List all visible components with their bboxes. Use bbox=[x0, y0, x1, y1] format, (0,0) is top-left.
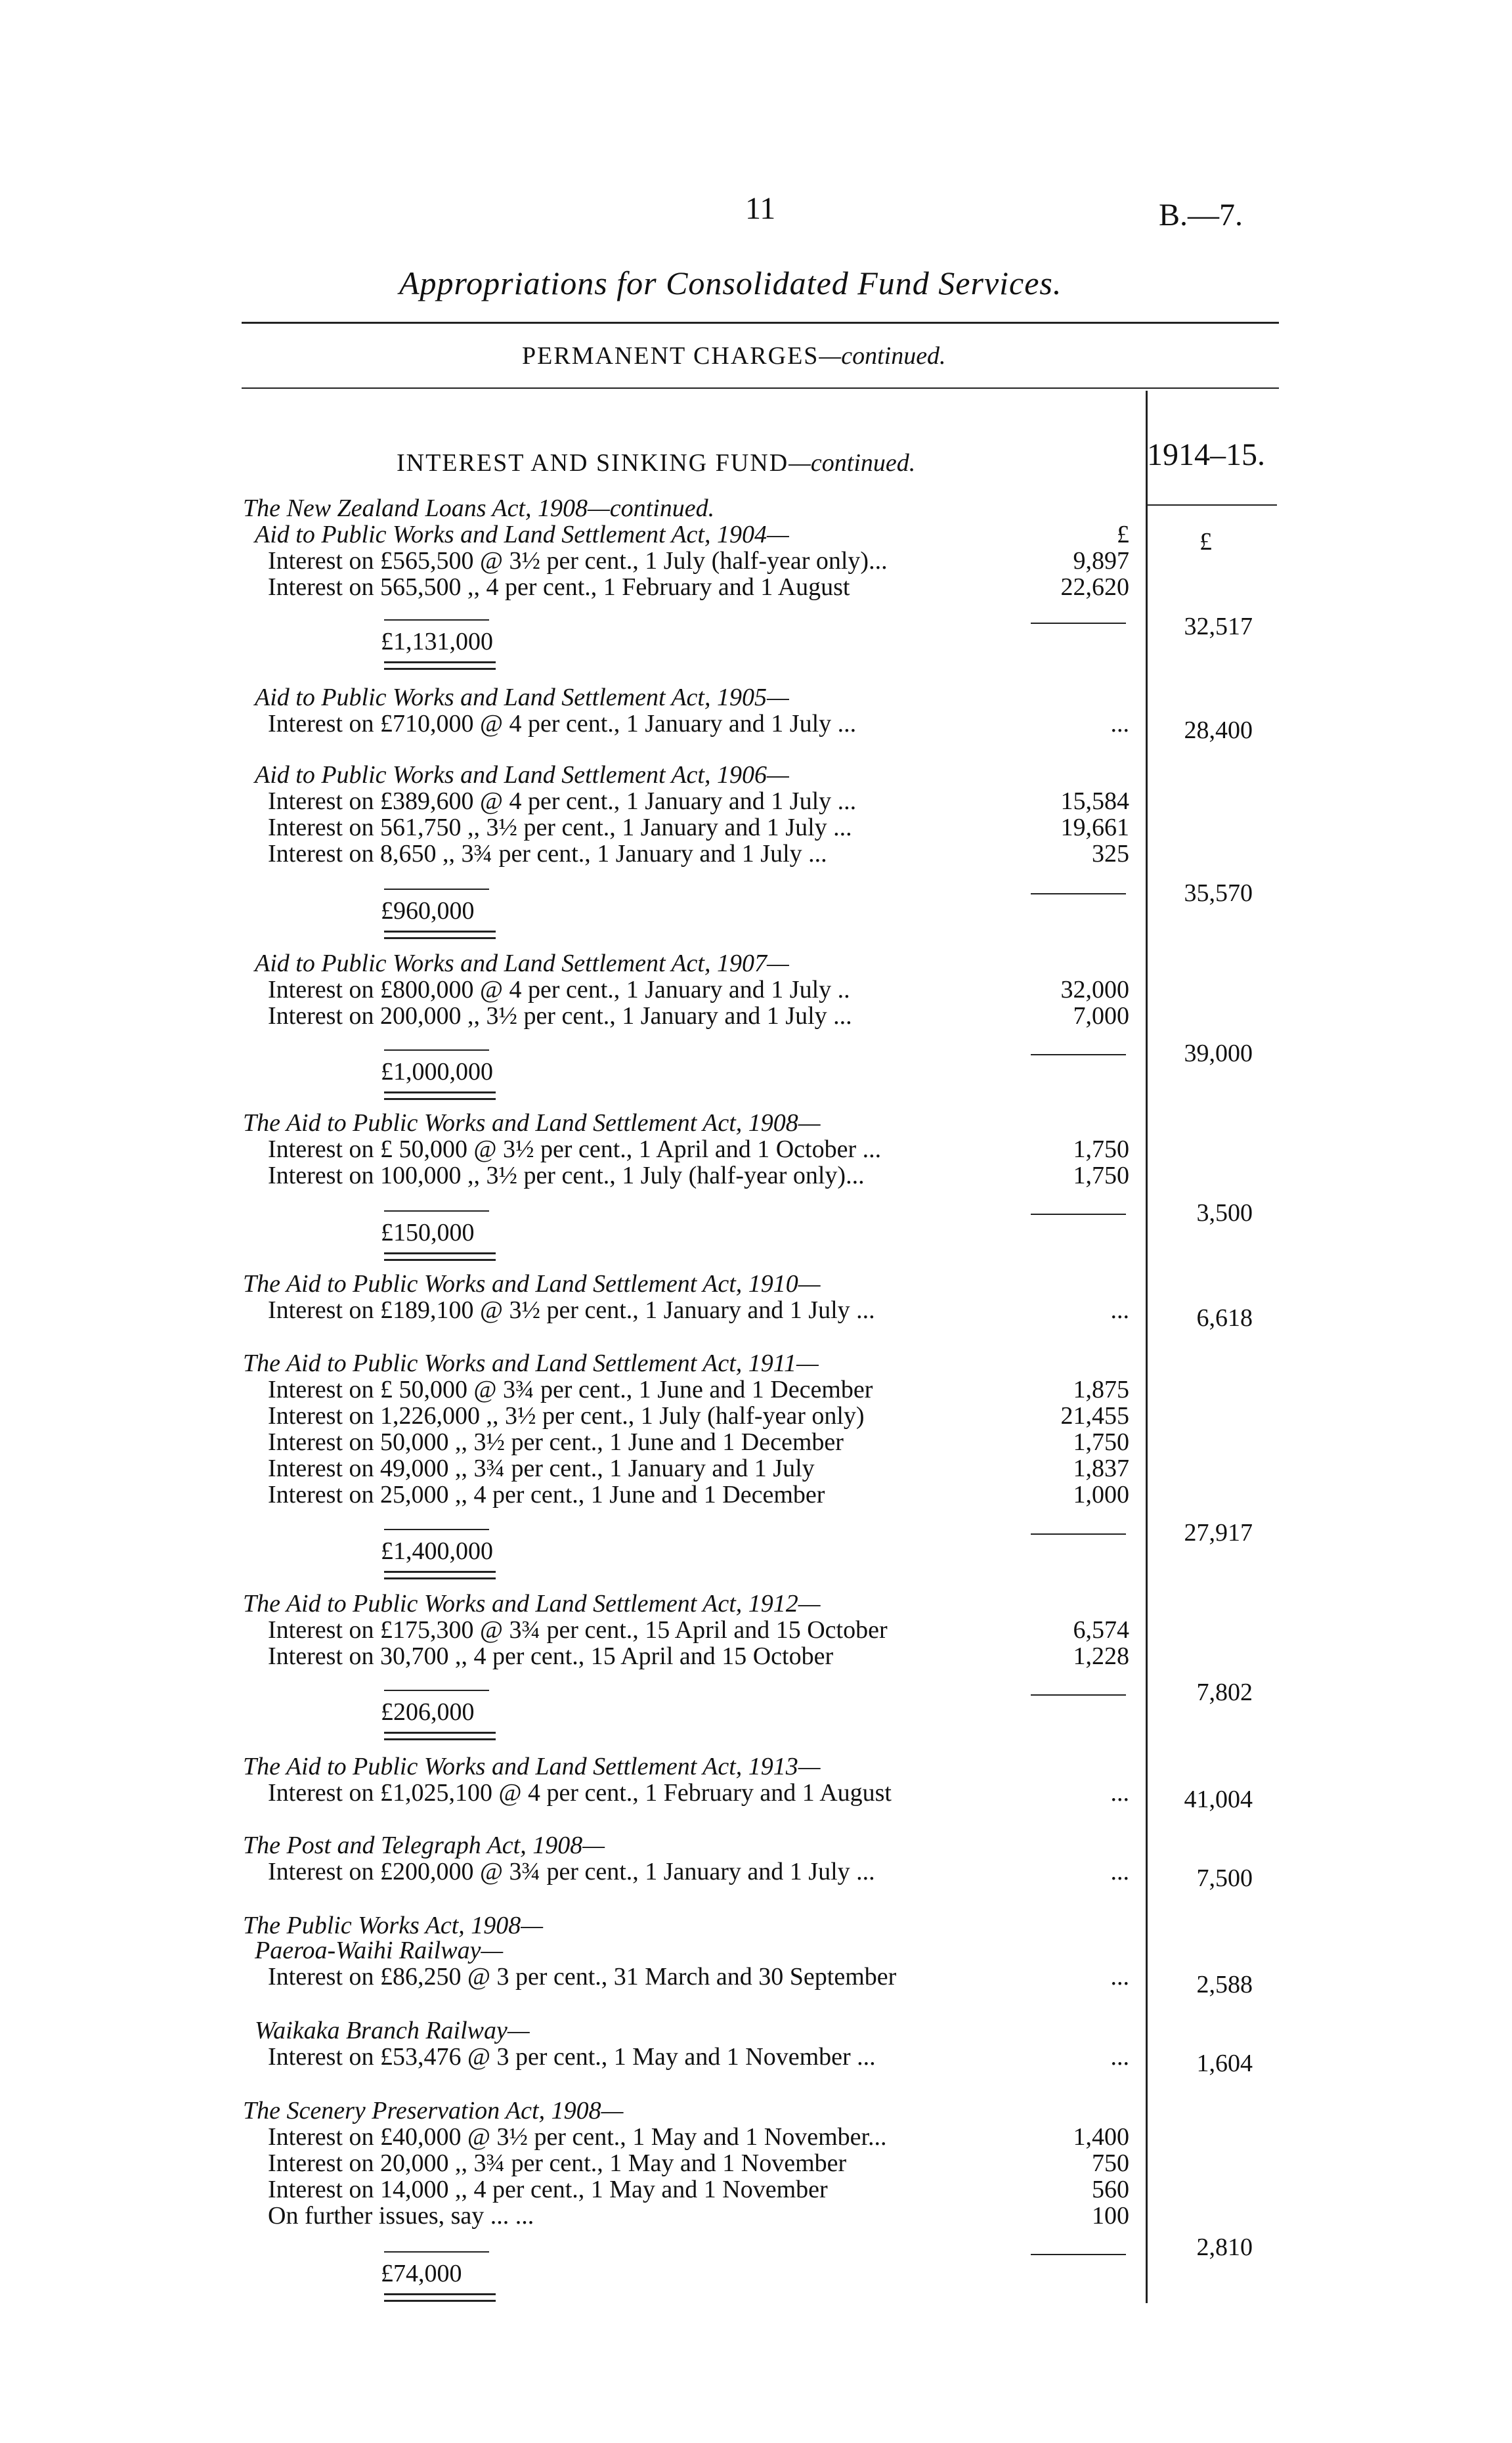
line-text: Paeroa-Waihi Railway— bbox=[255, 1937, 504, 1964]
line-text: Interest on £40,000 @ 3½ per cent., 1 May and 1 November... bbox=[268, 2123, 887, 2151]
capital-double-rule bbox=[384, 1091, 496, 1100]
line-amount: 1,228 bbox=[1073, 1642, 1129, 1670]
act-heading-line bbox=[0, 1831, 1129, 1859]
line-text: The Aid to Public Works and Land Settlement Act, 1911— bbox=[243, 1350, 819, 1377]
line-text: Interest on 30,700 ,, 4 per cent., 15 April and 15 October bbox=[268, 1642, 834, 1670]
line-text: Interest on 49,000 ,, 3¾ per cent., 1 January and 1 July bbox=[268, 1455, 815, 1482]
line-text: Aid to Public Works and Land Settlement Act, 1905— bbox=[255, 684, 789, 711]
act-heading-line bbox=[0, 760, 1129, 788]
act-heading-line bbox=[0, 1752, 1129, 1780]
document-reference: B.—7. bbox=[1159, 198, 1243, 232]
year-total: 2,810 bbox=[1196, 2234, 1253, 2261]
line-text: Interest on 561,750 ,, 3½ per cent., 1 January and 1 July ... bbox=[268, 814, 852, 841]
interest-line bbox=[0, 1161, 1129, 1189]
year-total: 32,517 bbox=[1184, 613, 1253, 640]
year-total: 27,917 bbox=[1184, 1519, 1253, 1547]
interest-line bbox=[0, 1616, 1129, 1643]
line-text: The Post and Telegraph Act, 1908— bbox=[243, 1832, 605, 1859]
line-text: Interest on 8,650 ,, 3¾ per cent., 1 January and 1 July ... bbox=[268, 840, 827, 868]
line-amount: 22,620 bbox=[1060, 573, 1129, 601]
interest-line bbox=[0, 709, 1129, 737]
capital-double-rule bbox=[384, 1571, 496, 1579]
line-text: Interest on £ 50,000 @ 3¾ per cent., 1 June and 1 December bbox=[268, 1376, 873, 1403]
line-text: Interest on 20,000 ,, 3¾ per cent., 1 May and 1 November bbox=[268, 2149, 847, 2177]
line-amount: ... bbox=[1110, 1858, 1129, 1885]
line-text: Interest on £53,476 @ 3 per cent., 1 May and 1 November ... bbox=[268, 2043, 876, 2071]
line-text: Interest on 14,000 ,, 4 per cent., 1 May and 1 November bbox=[268, 2176, 828, 2203]
column-divider bbox=[1146, 391, 1148, 2303]
capital-total: £150,000 bbox=[381, 1219, 475, 1246]
section-heading-cont: —continued. bbox=[819, 342, 946, 370]
capital-total: £1,000,000 bbox=[381, 1058, 493, 1086]
capital-double-rule bbox=[384, 661, 496, 670]
line-text: Interest on £86,250 @ 3 per cent., 31 March and 30 September bbox=[268, 1963, 897, 1991]
interest-line bbox=[0, 2042, 1129, 2070]
line-amount: 9,897 bbox=[1073, 547, 1129, 575]
line-text: Aid to Public Works and Land Settlement Act, 1907— bbox=[255, 950, 789, 977]
line-amount: ... bbox=[1110, 2043, 1129, 2071]
capital-total: £1,400,000 bbox=[381, 1537, 493, 1565]
line-text: Interest on £ 50,000 @ 3½ per cent., 1 April and 1 October ... bbox=[268, 1135, 882, 1163]
line-text: Interest on 565,500 ,, 4 per cent., 1 February and 1 August bbox=[268, 573, 850, 601]
line-text: Interest on 50,000 ,, 3½ per cent., 1 June and 1 December bbox=[268, 1428, 844, 1456]
year-column-header: 1914–15. bbox=[1147, 437, 1265, 472]
line-text: The Public Works Act, 1908— bbox=[243, 1912, 544, 1939]
line-text: The Aid to Public Works and Land Settlement Act, 1908— bbox=[243, 1109, 821, 1137]
year-total: 3,500 bbox=[1196, 1199, 1253, 1227]
interest-line bbox=[0, 1778, 1129, 1806]
line-text: Interest on £389,600 @ 4 per cent., 1 January and 1 July ... bbox=[268, 787, 857, 815]
interest-line bbox=[0, 1480, 1129, 1508]
page-number: 11 bbox=[745, 191, 776, 226]
interest-line bbox=[0, 2149, 1129, 2176]
line-amount: 1,400 bbox=[1073, 2123, 1129, 2151]
capital-total: £74,000 bbox=[381, 2260, 462, 2287]
line-amount: 1,000 bbox=[1073, 1481, 1129, 1508]
interest-line bbox=[0, 1375, 1129, 1403]
line-text: Interest on £710,000 @ 4 per cent., 1 January and 1 July ... bbox=[268, 710, 857, 737]
interest-line bbox=[0, 2201, 1129, 2229]
heading-rule bbox=[242, 387, 1279, 389]
line-amount: 15,584 bbox=[1060, 787, 1129, 815]
line-amount: 560 bbox=[1092, 2176, 1129, 2203]
capital-double-rule bbox=[384, 931, 496, 939]
year-total: 28,400 bbox=[1184, 716, 1253, 744]
year-total: 41,004 bbox=[1184, 1786, 1253, 1813]
line-amount: ... bbox=[1110, 1963, 1129, 1991]
line-amount: 6,574 bbox=[1073, 1616, 1129, 1644]
line-text: Interest on £1,025,100 @ 4 per cent., 1 February and 1 August bbox=[268, 1779, 892, 1807]
line-text: Interest on £800,000 @ 4 per cent., 1 January and 1 July .. bbox=[268, 976, 850, 1003]
line-text: The Scenery Preservation Act, 1908— bbox=[243, 2097, 624, 2124]
section-heading-text: PERMANENT CHARGES bbox=[522, 342, 819, 370]
line-text: The Aid to Public Works and Land Settlement Act, 1912— bbox=[243, 1590, 821, 1618]
interest-line bbox=[0, 1428, 1129, 1455]
line-amount: 19,661 bbox=[1060, 814, 1129, 841]
act-heading-line bbox=[0, 1911, 1129, 1939]
line-text: Interest on 25,000 ,, 4 per cent., 1 June and 1 December bbox=[268, 1481, 825, 1508]
act-heading-line bbox=[0, 520, 1129, 548]
year-total: 35,570 bbox=[1184, 879, 1253, 907]
line-text: Interest on £189,100 @ 3½ per cent., 1 January and 1 July ... bbox=[268, 1296, 875, 1324]
interest-line bbox=[0, 546, 1129, 574]
act-heading-line bbox=[0, 2016, 1129, 2044]
line-amount: 325 bbox=[1092, 840, 1129, 868]
capital-double-rule bbox=[384, 1252, 496, 1261]
interest-line bbox=[0, 813, 1129, 841]
capital-total: £960,000 bbox=[381, 897, 475, 925]
line-amount: 7,000 bbox=[1073, 1002, 1129, 1030]
act-heading-line bbox=[0, 1349, 1129, 1376]
interest-line bbox=[0, 1401, 1129, 1429]
interest-line bbox=[0, 1642, 1129, 1669]
line-amount: 32,000 bbox=[1060, 976, 1129, 1003]
line-text: Interest on 1,226,000 ,, 3½ per cent., 1 July (half-year only) bbox=[268, 1402, 865, 1430]
act-heading-line bbox=[0, 494, 1129, 521]
capital-total: £1,131,000 bbox=[381, 628, 493, 655]
interest-line bbox=[0, 1962, 1129, 1990]
interest-line bbox=[0, 1135, 1129, 1162]
interest-line bbox=[0, 573, 1129, 600]
line-text: The Aid to Public Works and Land Settlement Act, 1913— bbox=[243, 1753, 821, 1780]
year-total: 1,604 bbox=[1196, 2050, 1253, 2077]
line-amount: 1,750 bbox=[1073, 1162, 1129, 1189]
act-heading-line bbox=[0, 949, 1129, 977]
act-heading-line bbox=[0, 1589, 1129, 1617]
line-text: Interest on £175,300 @ 3¾ per cent., 15 April and 15 October bbox=[268, 1616, 888, 1644]
capital-total-rule bbox=[384, 889, 489, 890]
subsection-heading-cont: —continued. bbox=[788, 449, 916, 477]
interest-line bbox=[0, 1296, 1129, 1323]
interest-line bbox=[0, 1454, 1129, 1482]
interest-line bbox=[0, 1857, 1129, 1885]
line-amount: ... bbox=[1110, 1779, 1129, 1807]
interest-line bbox=[0, 975, 1129, 1003]
capital-total-rule bbox=[384, 1049, 489, 1051]
year-total: 6,618 bbox=[1196, 1304, 1253, 1332]
capital-total-rule bbox=[384, 2251, 489, 2253]
line-text: On further issues, say ... ... bbox=[268, 2202, 534, 2230]
line-text: Interest on 200,000 ,, 3½ per cent., 1 January and 1 July ... bbox=[268, 1002, 852, 1030]
line-amount: 1,837 bbox=[1073, 1455, 1129, 1482]
line-text: Waikaka Branch Railway— bbox=[255, 2017, 530, 2044]
line-amount: 1,875 bbox=[1073, 1376, 1129, 1403]
pound-unit-label: £ bbox=[1199, 528, 1212, 556]
capital-total-rule bbox=[384, 1690, 489, 1691]
act-heading-line bbox=[0, 1936, 1129, 1964]
line-amount: ... bbox=[1110, 710, 1129, 737]
act-heading-line bbox=[0, 1269, 1129, 1297]
capital-total: £206,000 bbox=[381, 1698, 475, 1726]
section-heading bbox=[522, 341, 946, 370]
capital-double-rule bbox=[384, 1732, 496, 1740]
line-amount: 21,455 bbox=[1060, 1402, 1129, 1430]
line-amount: £ bbox=[1117, 521, 1129, 548]
line-text: Interest on £200,000 @ 3¾ per cent., 1 January and 1 July ... bbox=[268, 1858, 875, 1885]
line-amount: ... bbox=[1110, 1296, 1129, 1324]
capital-total-rule bbox=[384, 1529, 489, 1530]
interest-line bbox=[0, 2123, 1129, 2150]
line-text: Aid to Public Works and Land Settlement Act, 1906— bbox=[255, 761, 789, 789]
line-text: Interest on 100,000 ,, 3½ per cent., 1 July (half-year only)... bbox=[268, 1162, 865, 1189]
subsection-heading bbox=[397, 449, 915, 477]
line-text: The New Zealand Loans Act, 1908—continued. bbox=[243, 495, 715, 522]
line-amount: 1,750 bbox=[1073, 1428, 1129, 1456]
line-text: Aid to Public Works and Land Settlement Act, 1904— bbox=[255, 521, 789, 548]
interest-line bbox=[0, 1001, 1129, 1029]
act-heading-line bbox=[0, 1109, 1129, 1136]
year-total: 39,000 bbox=[1184, 1040, 1253, 1067]
interest-line bbox=[0, 2175, 1129, 2203]
act-heading-line bbox=[0, 683, 1129, 711]
year-header-rule bbox=[1146, 504, 1277, 506]
interest-line bbox=[0, 787, 1129, 814]
capital-total-rule bbox=[384, 619, 489, 621]
line-amount: 100 bbox=[1092, 2202, 1129, 2230]
capital-double-rule bbox=[384, 2293, 496, 2302]
page-title: Appropriations for Consolidated Fund Services. bbox=[399, 265, 1062, 301]
capital-total-rule bbox=[384, 1210, 489, 1212]
subsection-heading-text: INTEREST AND SINKING FUND bbox=[397, 449, 789, 477]
line-amount: 750 bbox=[1092, 2149, 1129, 2177]
title-rule bbox=[242, 322, 1279, 324]
line-text: Interest on £565,500 @ 3½ per cent., 1 July (half-year only)... bbox=[268, 547, 888, 575]
line-amount: 1,750 bbox=[1073, 1135, 1129, 1163]
interest-line bbox=[0, 839, 1129, 867]
year-total: 7,500 bbox=[1196, 1864, 1253, 1892]
year-total: 7,802 bbox=[1196, 1679, 1253, 1706]
act-heading-line bbox=[0, 2096, 1129, 2124]
year-total: 2,588 bbox=[1196, 1971, 1253, 1998]
line-text: The Aid to Public Works and Land Settlement Act, 1910— bbox=[243, 1270, 821, 1298]
